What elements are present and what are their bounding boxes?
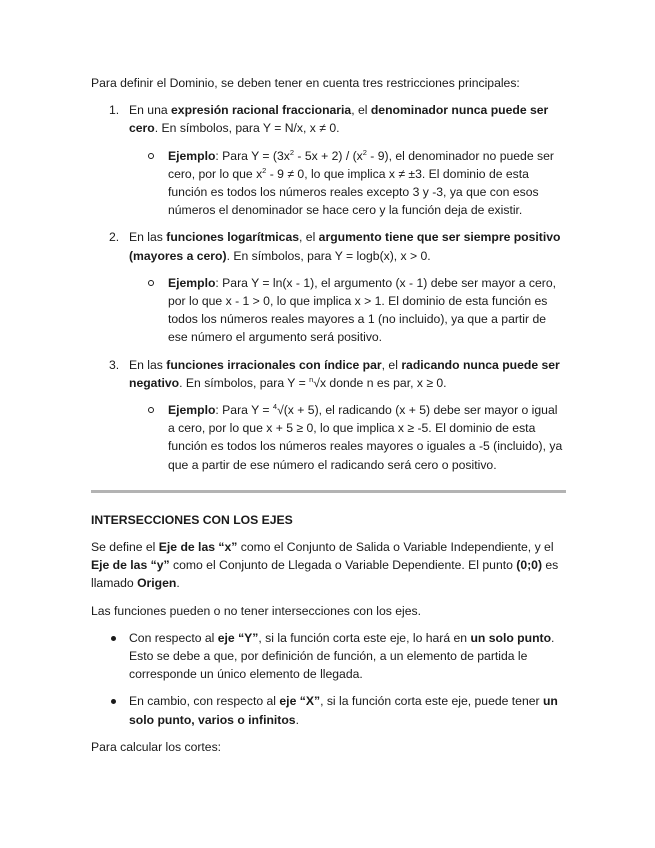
section-heading: INTERSECCIONES CON LOS EJES — [91, 512, 293, 527]
example-item-2 — [91, 274, 566, 347]
circle-bullet-icon — [148, 153, 154, 159]
example-item-3 — [91, 401, 566, 474]
document-page — [91, 74, 566, 765]
bullet-dot-icon — [111, 636, 116, 641]
horizontal-divider — [91, 490, 566, 493]
closing-paragraph: Para calcular los cortes: — [91, 739, 222, 754]
restriction-item-2 — [91, 228, 566, 264]
restriction-item-3 — [91, 356, 566, 392]
example-text: Ejemplo: Para Y = ln(x - 1), el argumento (x - 1) debe ser mayor a cero, por lo que x - 1 > 0, lo que implica x > 1. El dominio de esta función es todos los números reales mayores a 1 (no incluido), ya que a partir de ese número el argumento será positivo. — [168, 275, 557, 345]
list-number: 2. — [109, 230, 120, 245]
example-text: Ejemplo: Para Y = $^4$√(x + 5), el radicando (x + 5) debe ser mayor o igual a cero, por lo que x + 5 ≥ 0, lo que implica x ≥ -5. El dominio de esta función es todos los números reales mayores o iguales a -5 (incluido), ya que a partir de ese número el radicando será cero o positivo. — [168, 402, 563, 472]
bullet-item-x-axis — [91, 692, 566, 728]
example-text: Ejemplo: Para $Y = (3x^2 - 5x + 2) / (x^2 - 9)$, el denominador no puede ser cero, por lo que $x^2 - 9 \ne 0$, lo que implica x ≠ ±3. El dominio de esta función es todos los números reales excepto 3 y -3, ya que con esos números el denominador se hace cero y la función deja de existir. — [168, 147, 554, 218]
restriction-text: En las funciones logarítmicas, el argumento tiene que ser siempre positivo (mayores a cero). En símbolos, para Y = logb(x), x > 0. — [129, 230, 561, 263]
intro-paragraph: Para definir el Dominio, se deben tener en cuenta tres restricciones principales: — [91, 76, 520, 90]
intersections-intro-paragraph: Las funciones pueden o no tener intersecciones con los ejes. — [91, 603, 421, 618]
bullet-text: En cambio, con respecto al eje “X”, si la función corta este eje, puede tener un solo punto, varios o infinitos. — [129, 694, 558, 727]
restriction-text: En una expresión racional fraccionaria, el denominador nunca puede ser cero. En símbolos, para Y = N/x, x ≠ 0. — [129, 103, 549, 136]
example-item-1 — [91, 147, 566, 220]
restriction-item-1 — [91, 101, 566, 137]
circle-bullet-icon — [148, 280, 154, 286]
axes-definition-paragraph: Se define el Eje de las “x” como el Conjunto de Salida o Variable Independiente, y el Eje de las “y” como el Conjunto de Llegada o Variable Dependiente. El punto (0;0) es llamado Origen. — [91, 540, 559, 591]
list-number: 1. — [109, 103, 120, 118]
restriction-text: En las funciones irracionales con índice par, el radicando nunca puede ser negativo. En símbolos, para Y = $^n$√x donde n es par, x ≥ 0. — [129, 357, 560, 390]
circle-bullet-icon — [148, 407, 154, 413]
list-number: 3. — [109, 357, 120, 372]
bullet-item-y-axis — [91, 629, 566, 684]
bullet-text: Con respecto al eje “Y”, si la función corta este eje, lo hará en un solo punto. Esto se debe a que, por definición de función, a un elemento de partida le corresponde un único elemento de llegada. — [129, 630, 555, 682]
bullet-dot-icon — [111, 699, 116, 704]
